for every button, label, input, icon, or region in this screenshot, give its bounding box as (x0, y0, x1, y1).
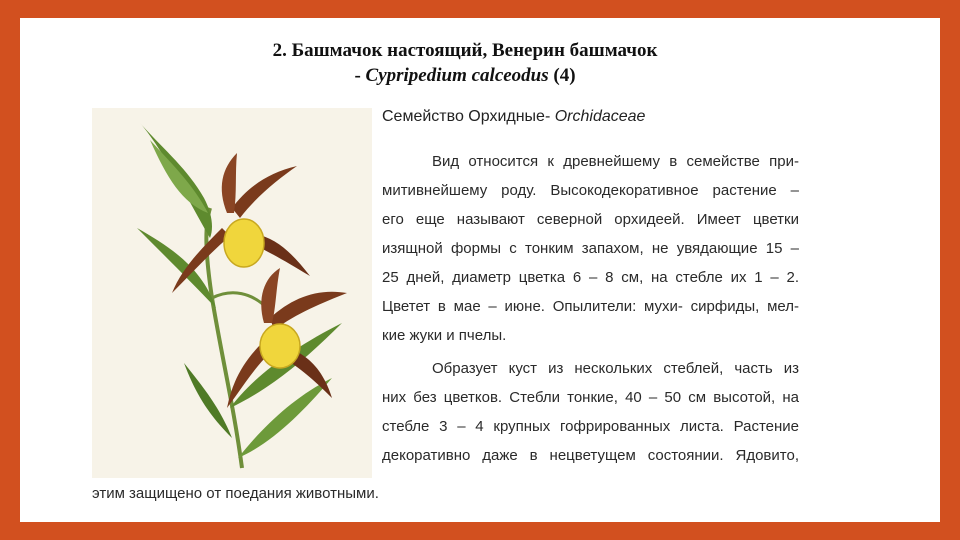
title-line-2 (20, 63, 910, 88)
paragraph-2-line-1: Образует куст из нескольких стеблей, часть из (432, 360, 799, 377)
flower-stalk (212, 293, 267, 308)
paragraph-1-line-5: 25 дней, диаметр цветка 6 – 8 см, на стебле их 1 – 2. (382, 269, 799, 286)
paragraph-1-line-4: изящной формы с тонким запахом, не увядающие 15 – (382, 240, 799, 257)
paragraph-2-line-3: стебле 3 – 4 крупных гофрированных листа. Растение (382, 418, 799, 435)
family-label: Семейство Орхидные- (382, 108, 555, 125)
paragraph-1-line-2: митивнейшему роду. Высокодекоративное растение – (382, 182, 799, 199)
paragraph-2-line-4: декоративно даже в нецветущем состоянии. Ядовито, (382, 447, 799, 464)
orchid-illustration (92, 108, 372, 478)
title-dash: - (354, 65, 366, 86)
title-latin-name: Cypripedium calceodus (365, 65, 549, 86)
lip-upper-flower (224, 219, 264, 267)
petal-upper-dorsal (222, 153, 237, 213)
title-line-1: 2. Башмачок настоящий, Венерин башмачок (272, 40, 658, 61)
title-number: (4) (548, 65, 576, 86)
slide-title (20, 38, 910, 88)
paragraph-1-line-6: Цветет в мае – июне. Опылители: мухи- сирфиды, мел- (382, 298, 799, 315)
paragraph-1-line-3: его еще называют северной орхидеей. Имеет цветки (382, 211, 799, 228)
family-line (382, 108, 645, 126)
paragraph-1-line-7: кие жуки и пчелы. (382, 327, 507, 344)
family-latin-name: Orchidaceae (554, 108, 646, 125)
petal-upper-right (232, 166, 297, 218)
paragraph-1-line-1: Вид относится к древнейшему в семействе при- (432, 153, 799, 170)
paragraph-2-line-2: них без цветков. Стебли тонкие, 40 – 50 см высотой, на (382, 389, 799, 406)
slide-page (20, 18, 940, 522)
lip-lower-flower (260, 324, 300, 368)
paragraph-2-final-line: этим защищено от поедания животными. (92, 485, 379, 502)
lady-slipper-orchid-drawing (92, 108, 372, 478)
leaf-top-highlight (150, 140, 208, 213)
leaf-middle (137, 228, 216, 308)
